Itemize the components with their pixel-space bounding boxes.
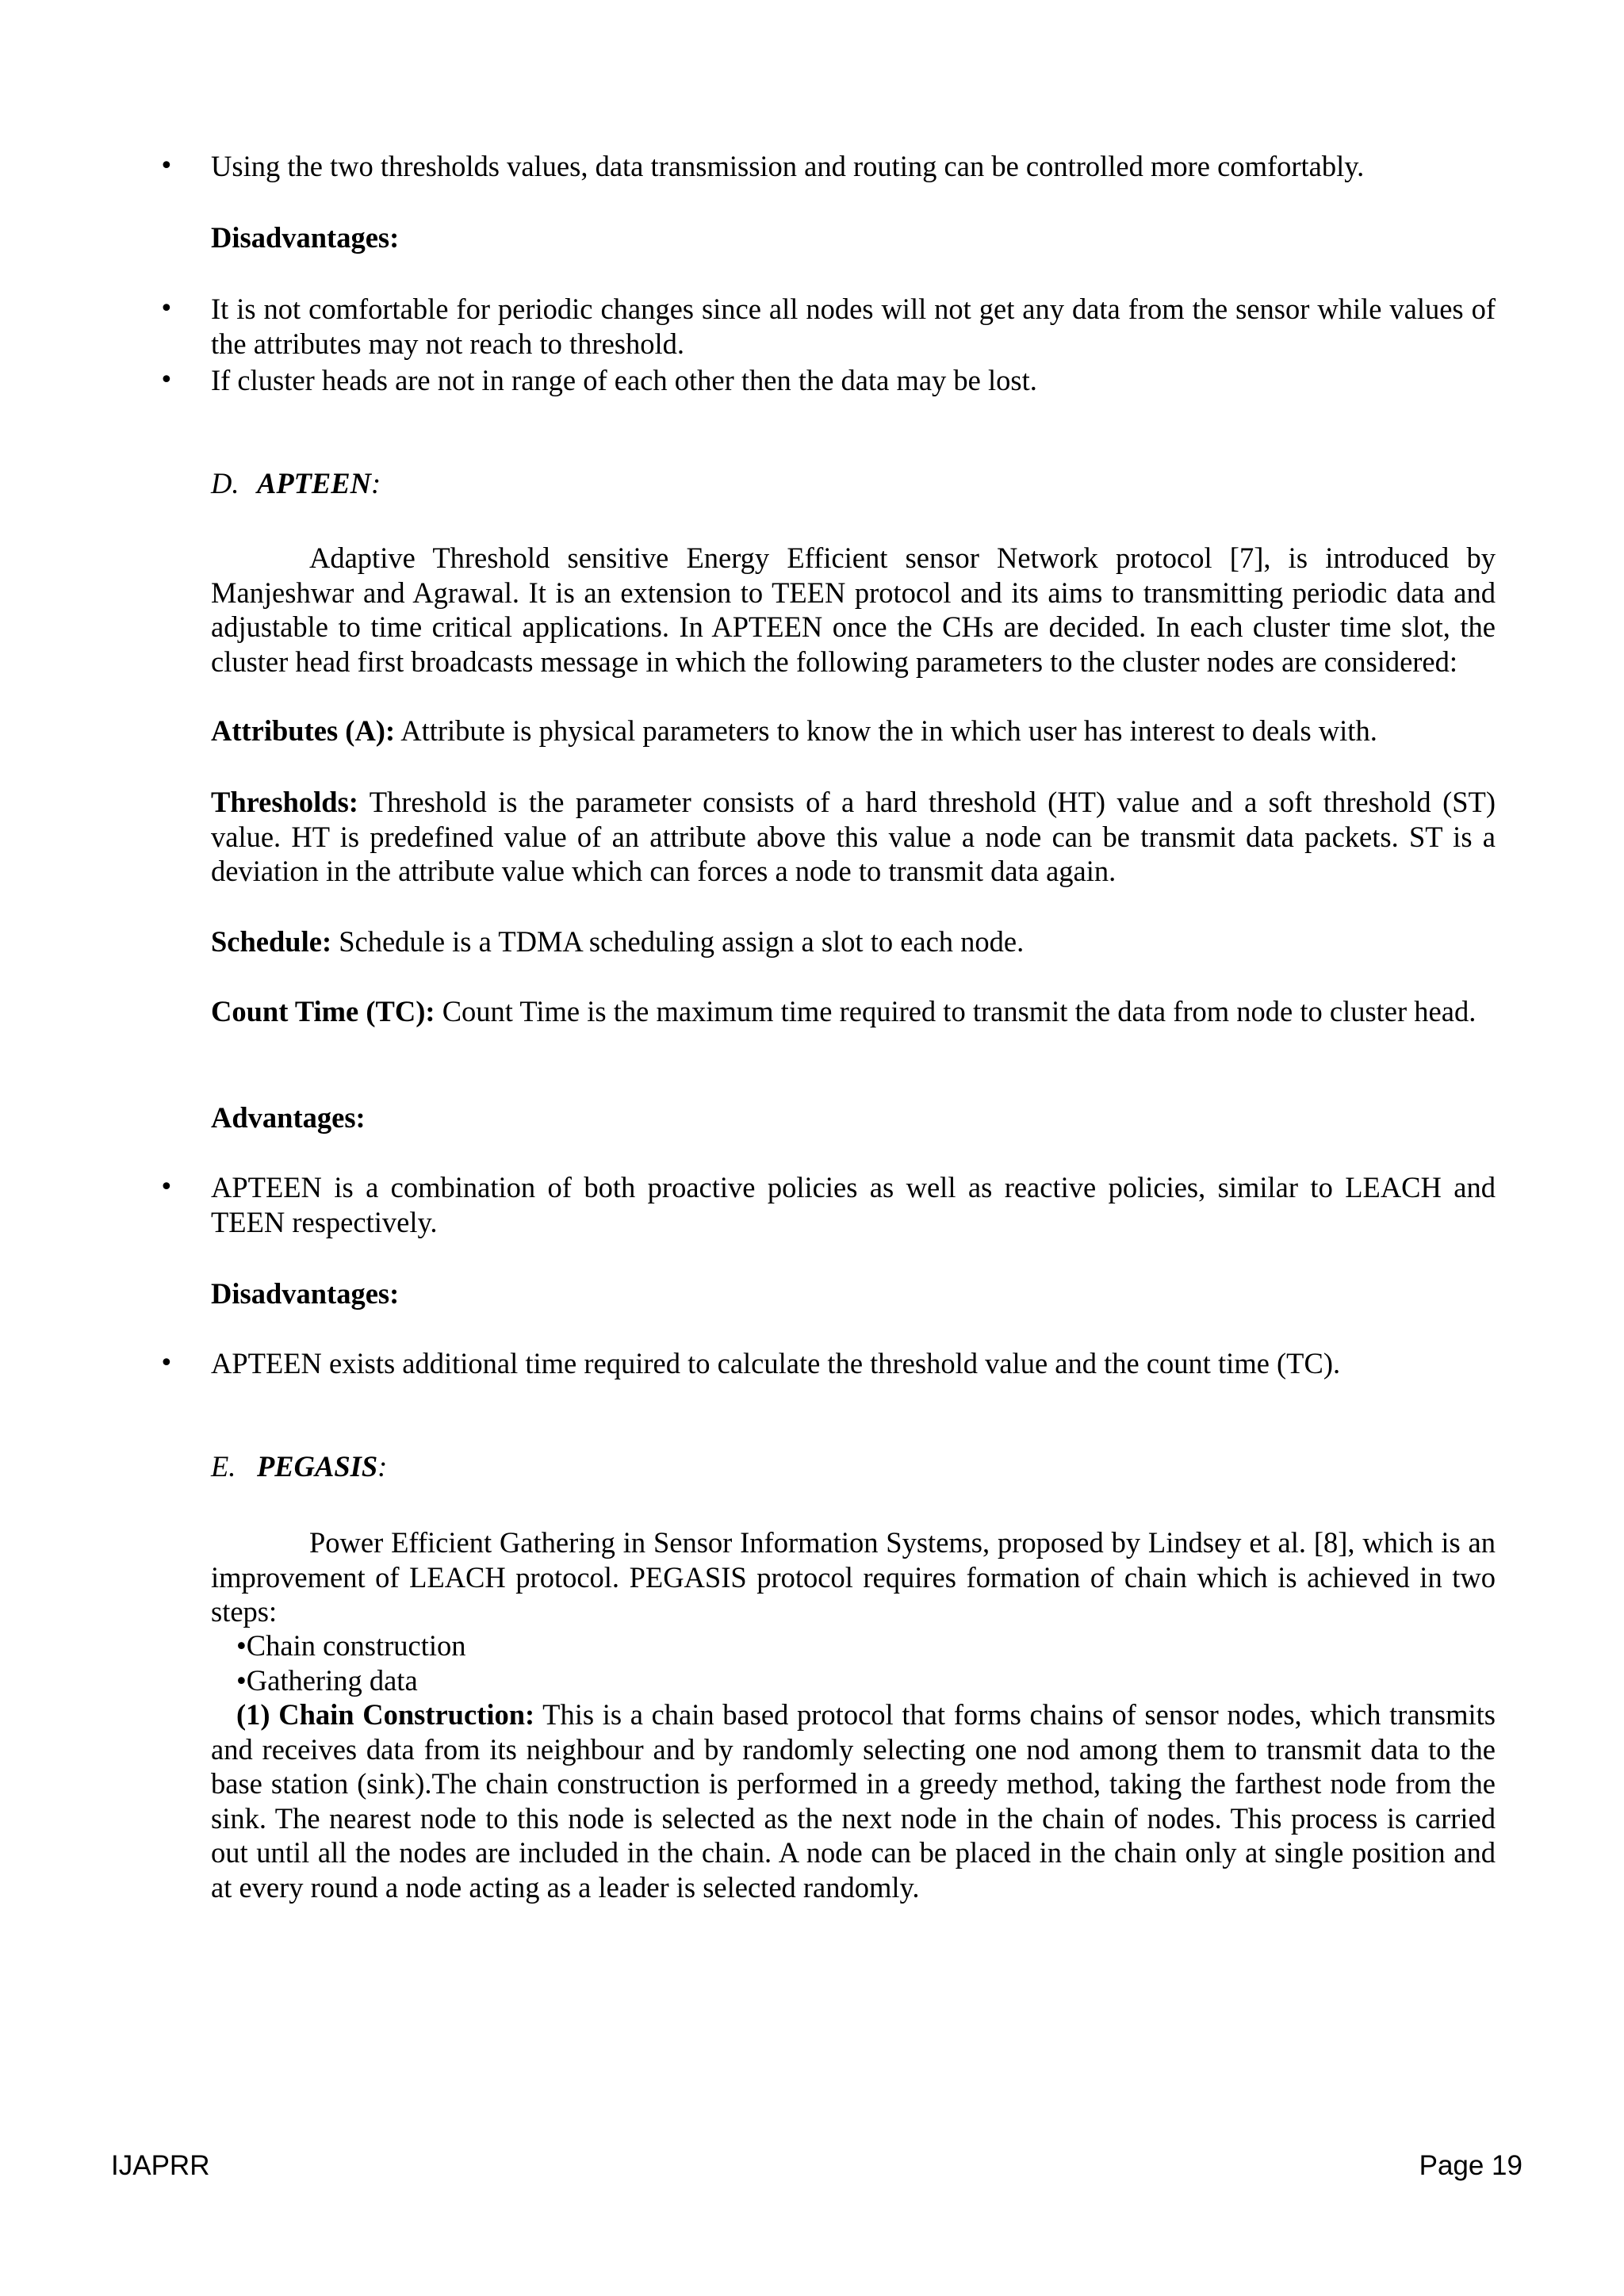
disadvantage-bullet-periodic: • It is not comfortable for periodic changes since all nodes will not get any data from the sensor while values of the attributes may not reach to threshold. — [211, 292, 1496, 361]
attributes-text: Attribute is physical parameters to know the in which user has interest to deals with. — [395, 714, 1377, 747]
schedule-text: Schedule is a TDMA scheduling assign a slot to each node. — [331, 925, 1025, 958]
footer-journal: IJAPRR — [111, 2150, 210, 2181]
chain-construction-text: This is a chain based protocol that forms chains of sensor nodes, which transmits and receives data from its neighbour and by randomly selecting one nod among them to transmit data to the base station (sink).The chain construction is performed in a greedy method, taking the farthest node from the sink. The nearest node to this node is selected as the next node in the chain of nodes. This process is carried out until all the nodes are included in the chain. A node can be placed in the chain only at single position and at every round a node acting as a leader is selected randomly. — [211, 1698, 1496, 1904]
section-colon: : — [377, 1450, 388, 1483]
disadvantages-heading-apteen: Disadvantages: — [211, 1277, 400, 1310]
step-gathering-data: •Gathering data — [236, 1664, 418, 1697]
section-letter: E. — [211, 1450, 236, 1483]
count-time-paragraph — [211, 994, 1496, 1029]
thresholds-label: Thresholds: — [211, 786, 358, 818]
advantage-bullet-thresholds: • Using the two thresholds values, data transmission and routing can be controlled more comfortably. — [211, 149, 1496, 184]
chain-construction-paragraph — [211, 1697, 1496, 1904]
count-time-label: Count Time (TC): — [211, 995, 435, 1027]
section-title: PEGASIS — [257, 1450, 378, 1483]
schedule-paragraph — [211, 924, 1496, 959]
section-heading-pegasis — [211, 1449, 1496, 1484]
section-letter: D. — [211, 467, 239, 499]
apteen-intro-paragraph: Adaptive Threshold sensitive Energy Efficient sensor Network protocol [7], is introduced by Manjeshwar and Agrawal. It is an extension to TEEN protocol and its aims to transmitting periodic data and adjustable to time critical applications. In APTEEN once the CHs are decided. In each cluster time slot, the cluster head first broadcasts message in which the following parameters to the cluster nodes are considered: — [211, 541, 1496, 678]
disadvantage-bullet-range: • If cluster heads are not in range of each other then the data may be lost. — [211, 363, 1496, 398]
thresholds-text: Threshold is the parameter consists of a hard threshold (HT) value and a soft threshold (ST) value. HT is predefined value of an attribute above this value a node can be transmit data packets. ST is a deviation in the attribute value which can forces a node to transmit data again. — [211, 786, 1496, 887]
attributes-paragraph — [211, 714, 1496, 748]
section-heading-apteen — [211, 466, 1496, 501]
disadvantages-heading-teen: Disadvantages: — [211, 221, 400, 254]
section-title: APTEEN — [257, 467, 371, 499]
footer-page-number: Page 19 — [1419, 2150, 1522, 2181]
disadvantage-bullet-apteen: • APTEEN exists additional time required to calculate the threshold value and the count time (TC). — [211, 1346, 1496, 1381]
advantage-bullet-apteen: • APTEEN is a combination of both proactive policies as well as reactive policies, similar to LEACH and TEEN respectively. — [211, 1170, 1496, 1239]
pegasis-intro-paragraph: Power Efficient Gathering in Sensor Information Systems, proposed by Lindsey et al. [8], which is an improvement of LEACH protocol. PEGASIS protocol requires formation of chain which is achieved in two steps: — [211, 1526, 1496, 1628]
step-chain-construction: •Chain construction — [236, 1629, 466, 1662]
count-time-text: Count Time is the maximum time required to transmit the data from node to cluster head. — [435, 995, 1477, 1027]
chain-construction-label: (1) Chain Construction: — [236, 1698, 535, 1731]
thresholds-paragraph — [211, 785, 1496, 889]
attributes-label: Attributes (A): — [211, 714, 396, 747]
section-colon: : — [371, 467, 381, 499]
schedule-label: Schedule: — [211, 925, 332, 958]
advantages-heading-apteen: Advantages: — [211, 1101, 366, 1134]
